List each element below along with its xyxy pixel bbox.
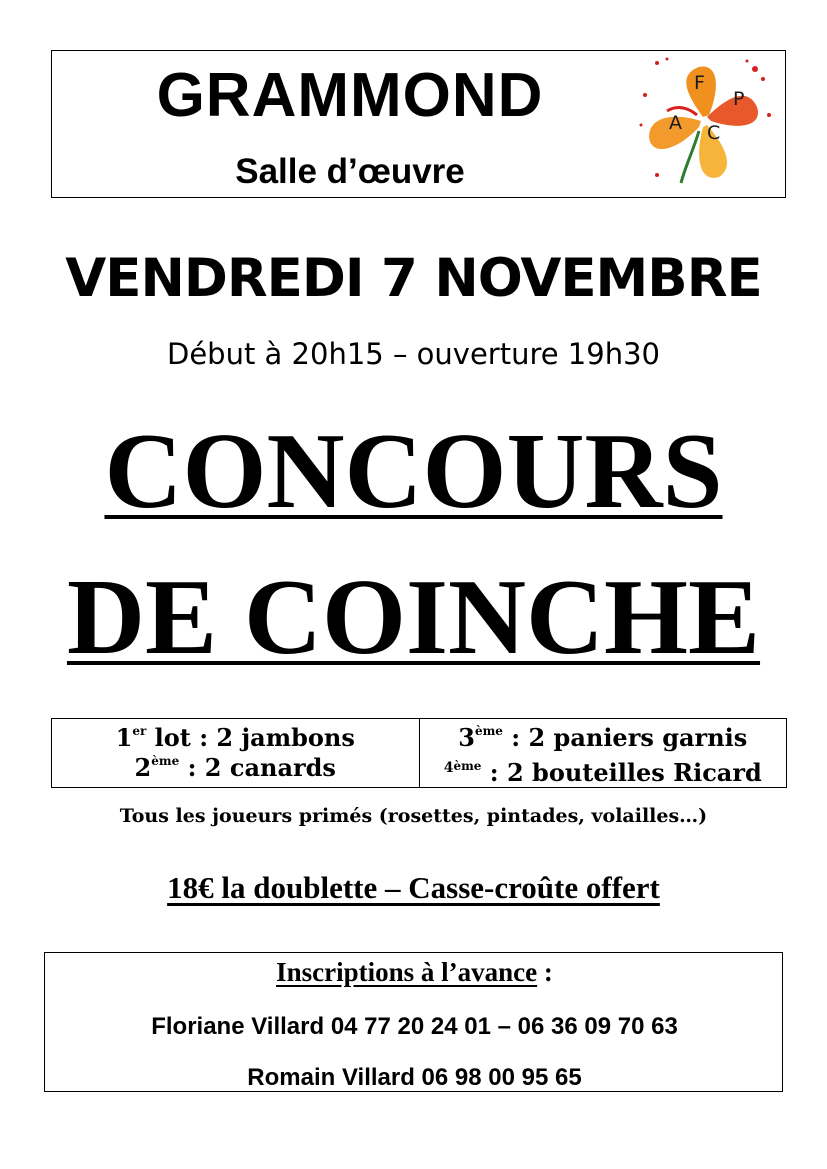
- prize-2-text: : 2 canards: [179, 753, 336, 782]
- prize-4-sup: ème: [453, 759, 482, 773]
- registration-title-text: Inscriptions à l’avance: [276, 957, 538, 987]
- venue-name: Salle d’œuvre: [235, 152, 465, 191]
- prizes-left-cell: [52, 719, 419, 787]
- prize-4: [420, 753, 787, 788]
- prize-1-rank: 1: [115, 723, 133, 752]
- fpac-logo-icon: [637, 55, 775, 191]
- prize-3-rank: 3: [458, 723, 475, 752]
- prize-2: [52, 753, 419, 783]
- prize-2-rank: 2: [134, 753, 152, 782]
- price-line: [0, 872, 827, 903]
- registration-title-colon: :: [537, 957, 553, 987]
- title-line-2-text: DE COINCHE: [66, 558, 761, 677]
- registration-box: [44, 952, 783, 1092]
- prize-4-text: : 2 bouteilles Ricard: [481, 758, 762, 787]
- header-box: [51, 50, 786, 198]
- prize-3-sup: ème: [474, 724, 503, 738]
- prize-1-sup: er: [132, 724, 147, 738]
- title-line-1: [0, 412, 827, 531]
- contact-romain: Romain Villard 06 98 00 95 65: [247, 1064, 582, 1091]
- event-date: VENDREDI 7 NOVEMBRE: [65, 248, 762, 309]
- prize-3: [420, 723, 787, 753]
- svg-text:A: A: [669, 112, 682, 134]
- prizes-table: [51, 718, 787, 788]
- title-line-1-text: CONCOURS: [104, 412, 723, 531]
- svg-text:P: P: [733, 88, 745, 110]
- svg-text:C: C: [707, 122, 721, 144]
- prize-4-rank: 4: [443, 760, 454, 776]
- event-time: Début à 20h15 – ouverture 19h30: [167, 337, 660, 371]
- price-text: 18€ la doublette – Casse-croûte offert: [167, 870, 660, 905]
- prize-3-text: : 2 paniers garnis: [502, 723, 748, 752]
- prize-2-sup: ème: [151, 754, 180, 768]
- title-line-2: [0, 558, 827, 677]
- prize-1-text: lot : 2 jambons: [146, 723, 355, 752]
- players-note: Tous les joueurs primés (rosettes, pintades, volailles…): [119, 805, 708, 827]
- svg-text:F: F: [694, 72, 705, 94]
- contact-floriane: Floriane Villard 04 77 20 24 01 – 06 36 09 70 63: [151, 1013, 678, 1040]
- registration-title: [45, 959, 784, 986]
- prizes-right-cell: [419, 719, 787, 787]
- town-name: GRAMMOND: [156, 61, 544, 130]
- prize-1: [52, 723, 419, 753]
